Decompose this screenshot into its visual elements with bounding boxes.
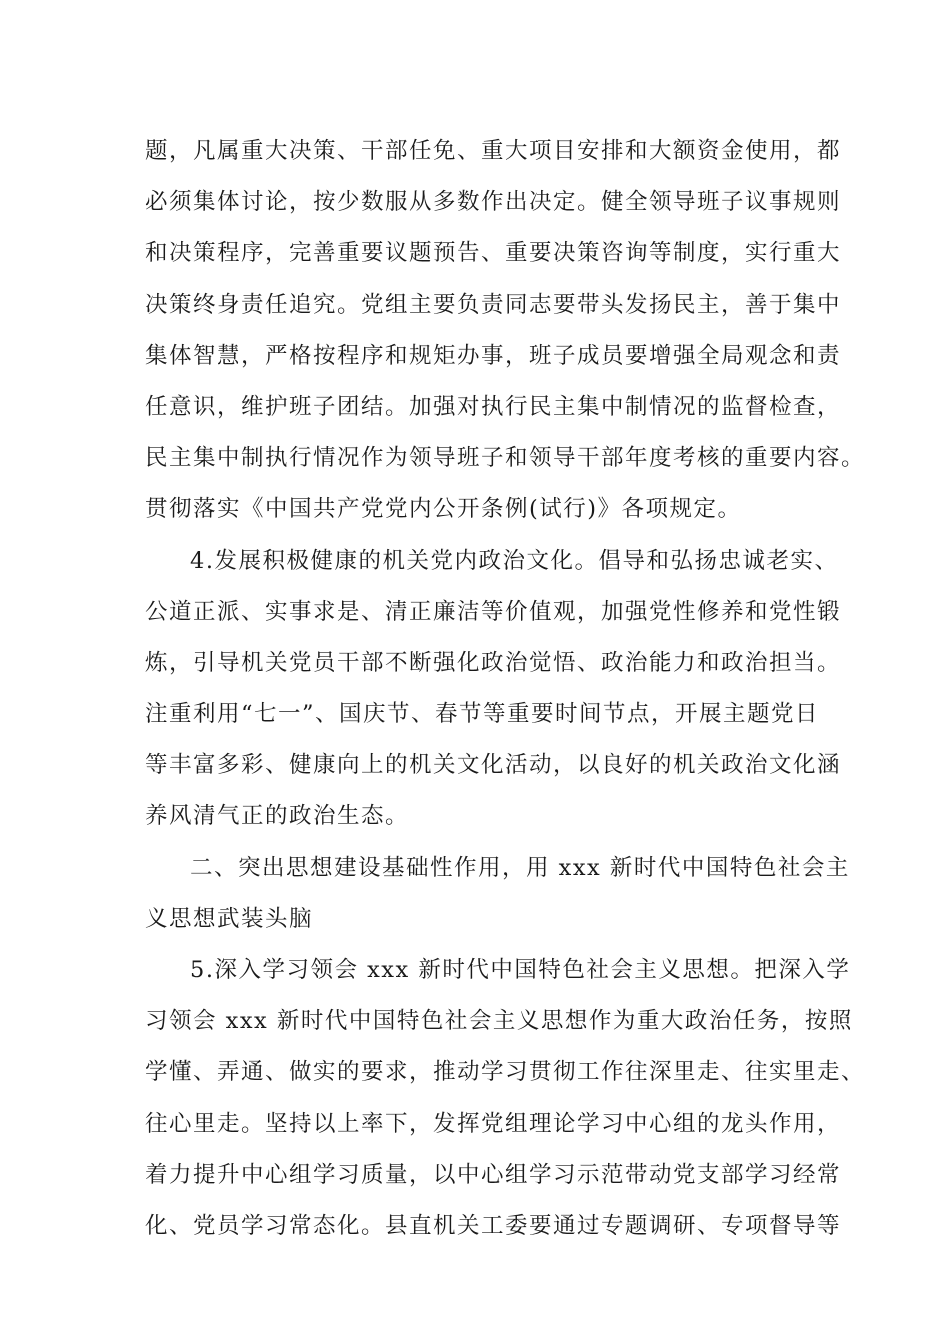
text-line: 等丰富多彩、健康向上的机关文化活动，以良好的机关政治文化涵 (145, 752, 842, 779)
text-line: 学懂、弄通、做实的要求，推动学习贯彻工作往深里走、往实里走、 (145, 1059, 866, 1086)
text-line: 义思想武装头脑 (145, 905, 314, 932)
text-line: 往心里走。坚持以上率下，发挥党组理论学习中心组的龙头作用， (145, 1110, 842, 1137)
text-line: 集体智慧，严格按程序和规矩办事，班子成员要增强全局观念和责 (145, 342, 842, 369)
document-body (145, 130, 866, 1256)
text-line: 注重利用“七一”、国庆节、春节等重要时间节点，开展主题党日 (145, 701, 820, 728)
text-line: 必须集体讨论，按少数服从多数作出决定。健全领导班子议事规则 (145, 189, 842, 216)
text-line: 贯彻落实《中国共产党党内公开条例(试行)》各项规定。 (145, 496, 742, 523)
text-line: 和决策程序，完善重要议题预告、重要决策咨询等制度，实行重大 (145, 240, 842, 267)
text-line: 题，凡属重大决策、干部任免、重大项目安排和大额资金使用，都 (145, 138, 842, 164)
text-line: 4.发展积极健康的机关党内政治文化。倡导和弘扬忠诚老实、 (190, 547, 839, 574)
text-line: 二、突出思想建设基础性作用，用 xxx 新时代中国特色社会主 (190, 854, 850, 881)
text-line: 公道正派、实事求是、清正廉洁等价值观，加强党性修养和党性锻 (145, 598, 842, 625)
text-line: 决策终身责任追究。党组主要负责同志要带头发扬民主，善于集中 (145, 291, 842, 318)
text-line: 炼，引导机关党员干部不断强化政治觉悟、政治能力和政治担当。 (145, 649, 842, 676)
text-line: 习领会 xxx 新时代中国特色社会主义思想作为重大政治任务，按照 (145, 1008, 853, 1035)
text-line: 化、党员学习常态化。县直机关工委要通过专题调研、专项督导等 (145, 1212, 842, 1239)
text-line: 民主集中制执行情况作为领导班子和领导干部年度考核的重要内容。 (145, 445, 866, 472)
text-line: 任意识，维护班子团结。加强对执行民主集中制情况的监督检查， (145, 393, 842, 420)
text-line: 5.深入学习领会 xxx 新时代中国特色社会主义思想。把深入学 (190, 957, 851, 983)
text-line: 着力提升中心组学习质量，以中心组学习示范带动党支部学习经常 (145, 1161, 842, 1188)
text-line: 养风清气正的政治生态。 (145, 803, 410, 830)
